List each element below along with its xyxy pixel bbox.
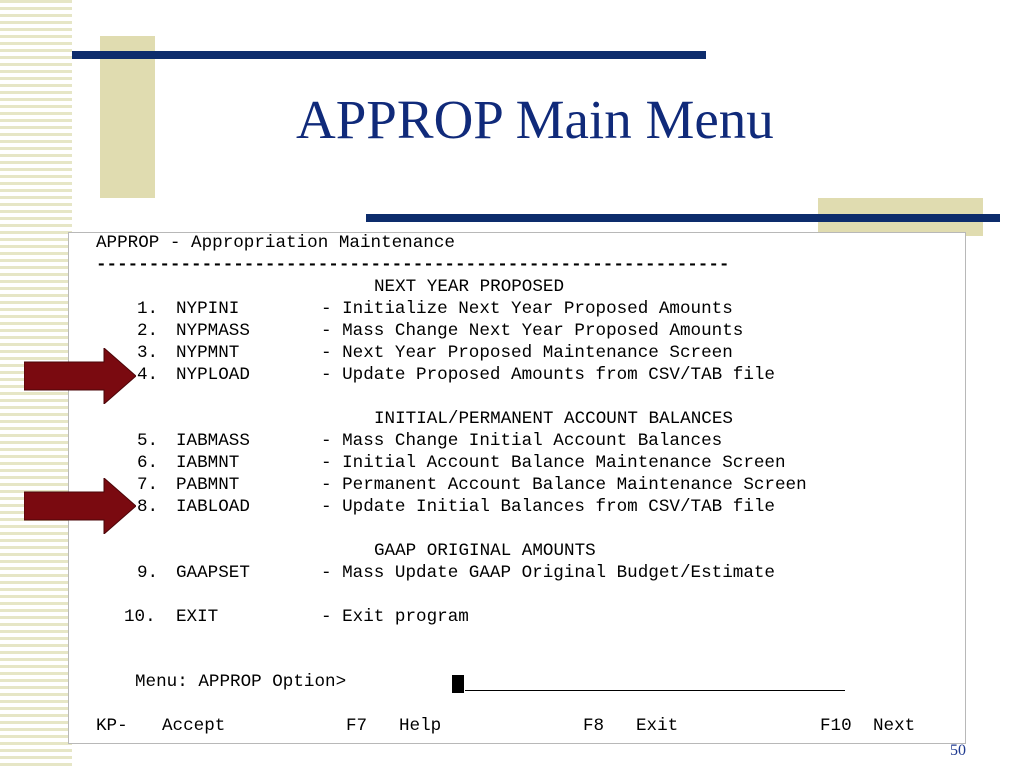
menu-item-description: - Mass Change Initial Account Balances xyxy=(321,431,723,451)
function-key-code: F10 xyxy=(820,716,852,736)
function-key-code: KP- xyxy=(96,716,128,736)
section-heading-next-year: NEXT YEAR PROPOSED xyxy=(374,277,565,297)
menu-item-code: NYPINI xyxy=(176,299,240,319)
menu-item-number: 3. xyxy=(137,343,159,363)
text-cursor xyxy=(452,675,464,693)
menu-item-number: 10. xyxy=(124,607,156,627)
menu-item-description: - Mass Change Next Year Proposed Amounts xyxy=(321,321,744,341)
tan-block-left xyxy=(100,36,155,198)
terminal-screen xyxy=(68,232,966,744)
menu-item-description: - Exit program xyxy=(321,607,469,627)
function-key-label: Accept xyxy=(162,716,226,736)
navy-bar-middle xyxy=(366,214,1000,222)
function-key-label: Exit xyxy=(636,716,679,736)
section-heading-balances: INITIAL/PERMANENT ACCOUNT BALANCES xyxy=(374,409,733,429)
option-input-field[interactable] xyxy=(465,690,845,691)
menu-item-description: - Mass Update GAAP Original Budget/Estimate xyxy=(321,563,775,583)
menu-item-number: 7. xyxy=(137,475,159,495)
menu-item-code: IABLOAD xyxy=(176,497,250,517)
menu-item-description: - Update Proposed Amounts from CSV/TAB file xyxy=(321,365,775,385)
menu-item-code: GAAPSET xyxy=(176,563,250,583)
menu-item-description: - Permanent Account Balance Maintenance Screen xyxy=(321,475,807,495)
function-key-code: F7 xyxy=(346,716,368,736)
right-arrow-icon xyxy=(24,348,136,404)
menu-item-number: 8. xyxy=(137,497,159,517)
function-key-label: Help xyxy=(399,716,442,736)
menu-item-number: 9. xyxy=(137,563,159,583)
menu-item-code: IABMASS xyxy=(176,431,250,451)
navy-bar-top xyxy=(72,51,706,59)
right-arrow-icon xyxy=(24,478,136,534)
menu-item-code: IABMNT xyxy=(176,453,240,473)
menu-item-code: NYPMNT xyxy=(176,343,240,363)
menu-item-code: NYPMASS xyxy=(176,321,250,341)
terminal-divider: ------------------------------------------------------------ xyxy=(96,255,730,275)
slide-title: APPROP Main Menu xyxy=(296,89,774,150)
terminal-header: APPROP - Appropriation Maintenance xyxy=(96,233,455,253)
menu-item-code: PABMNT xyxy=(176,475,240,495)
menu-item-description: - Initial Account Balance Maintenance Screen xyxy=(321,453,786,473)
menu-item-description: - Next Year Proposed Maintenance Screen xyxy=(321,343,733,363)
menu-item-number: 6. xyxy=(137,453,159,473)
page-number: 50 xyxy=(950,742,966,759)
menu-prompt-label: Menu: APPROP Option> xyxy=(135,672,347,692)
menu-item-code: NYPLOAD xyxy=(176,365,250,385)
menu-item-number: 1. xyxy=(137,299,159,319)
menu-item-description: - Update Initial Balances from CSV/TAB file xyxy=(321,497,775,517)
function-key-label: Next xyxy=(873,716,916,736)
menu-item-code: EXIT xyxy=(176,607,219,627)
function-key-code: F8 xyxy=(583,716,605,736)
menu-item-number: 5. xyxy=(137,431,159,451)
menu-item-number: 4. xyxy=(137,365,159,385)
menu-item-description: - Initialize Next Year Proposed Amounts xyxy=(321,299,733,319)
menu-item-number: 2. xyxy=(137,321,159,341)
section-heading-gaap: GAAP ORIGINAL AMOUNTS xyxy=(374,541,596,561)
